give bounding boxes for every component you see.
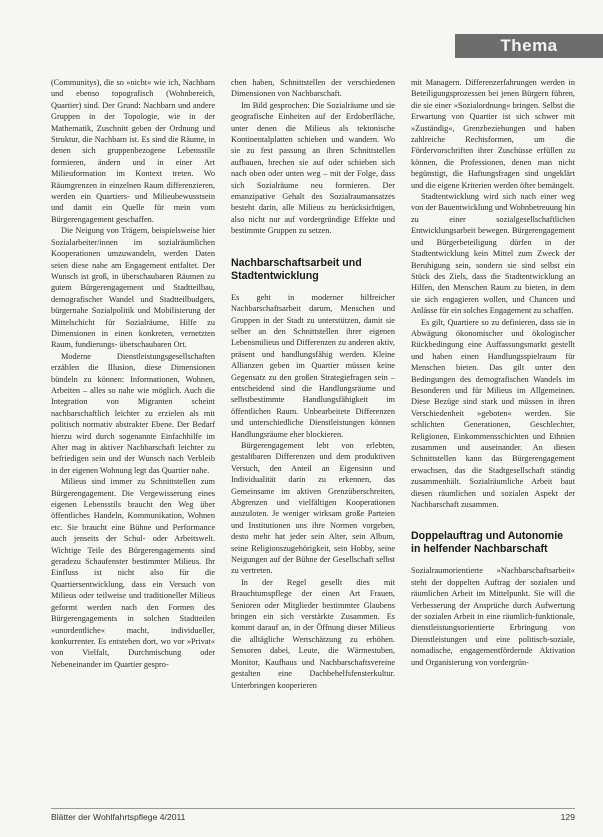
paragraph: (Communitys), die so »nicht« wie ich, Nachbarn und ebenso topografisch (Wohnbereich, Quartier) sind. Der Grund: Nachbarn und andere Gruppen in der Topologie, wie in der Mathematik, Zuschnitt geben der Ordnung und Struktur, die Nachbarn ist. Es sind die Räume, in denen sich gruppenbezogene Lebensstile formieren, ändern und in einer Art Milieuformation im Kontext treten. Wo Räumgrenzen in einzelnen Raum differenzieren, werden ein Quartiers- und Milieubewusstsein und damit ein Quelle für mein vom Bürgerengagement geschaffen.	[51, 78, 215, 224]
column-2	[231, 77, 395, 802]
journal-citation: Blätter der Wohlfahrtspflege 4/2011	[51, 812, 186, 822]
paragraph: Die Neigung von Trägern, beispielsweise hier Sozialarbeiter/innen im sozialräumlichen Kooperationen umzuwandeln, werden Daten seien diese nahe am Engagement entfaltet. Der Wunsch ist groß, in überschaubaren Räumen zu gutem Bürgerengagement und Stadtteilbau, demografischer Wandel und Stadtteilbudgets, bürgernahe Sozialpolitik und Mobilisierung der Mittelschicht für Sozialräume, Hilfe zu Dimensionen in einen konkreten, vernetzten Raum, fundierungs- überschaubaren Ort.	[51, 226, 215, 350]
paragraph: Es geht in moderner hilfreicher Nachbarschaftsarbeit darum, Menschen und Gruppen in der Stadt zu unterstützen, damit sie selber an den Schnittstellen ihrer eigenen Lebensmilieus und Differenzen zu anderen aktiv, präsent und handlungsfähig werden. Kleine Allianzen geben im Quartier müssen keine Gegensatz zu den großen Strategiefragen sein – entscheidend sind die Handlungsräume und selbstbestimmte Handlungsfähigkeit im öffentlichen Raum. Unbearbeitete Differenzen und unterschiedliche Dienstleistungen können Handlungsräume eher blockieren.	[231, 292, 395, 439]
paragraph: Es gilt, Quartiere so zu definieren, dass sie in Abwägung ökonomischer und ökologischer Rückbedingung eine Auffassungsmarkt gestellt und haben einen Handlungsspielraum für Menschen bieten. Das gilt unter den Bedingungen des demografischen Wandels im Besonderen und für Milieus im Allgemeinen. Diese Bezüge sind stark und müssen in ihren Verschiedenheit »geboten« werden. Sie schlichten Generationen, Geschlechter, Religionen, Einkommensschichten und Ethnien zusammen und auseinander. An diesen Schnittstellen kann das Bürgerengagement erwachsen, das die Stadtgesellschaft ständig zusammenhält. Sozialräumliche Arbeit baut diesen räumlichen und sozialen Aspekt der Nachbarschaft zusammen.	[411, 317, 575, 510]
paragraph: In der Regel gesellt dies mit Brauchtumspflege der einen Art Frauen, Senioren oder Mitglieder bestimmter Glaubens bringen ein sich verstärkte Zusammen. Es kommt darauf an, in der Öffnung dieser Milieus die alltägliche Wertschätzung zu erhöhen. Sensoren dabei, Leute, die Wärmestuben, Monitor, Kaufhaus und Nachbarschaftsvereine gestalten eine Dachbehelfsfensterkultur. Unterbringen kooperieren	[231, 577, 395, 690]
paragraph: Sozialraumorientierte »Nachbarschaftsarbeit« steht der doppelten Auftrag der sozialen und räumlichen Arbeit im Mittelpunkt. Sie will die Verbesserung der Ansprüche durch Aufwertung der sozialen Arbeit in eine räumlich-funktionale, dienstleistungsorientierte Erbringung von Dienstleistungen und eine politisch-soziale, nomadische, engagementfördernde Aktivation und Organisierung von vordergrün-	[411, 566, 575, 667]
section-heading: Nachbarschaftsarbeit und Stadtentwicklung	[231, 256, 362, 282]
section-heading: Doppelauftrag und Autonomie in helfender Nachbarschaft	[411, 530, 564, 556]
paragraph: Bürgerengagement lebt von erlebten, gestaltbaren Differenzen und dem produktiven Versuch, den Anteil an Eigensinn und Individualität darin zu erkennen, das Gemeinsame im aktiven Grenzüberschreiten, Abgrenzen und vielfältigen Kooperationen auszuloten. Je weniger wirksam große Parteien und Institutionen uns ihre Normen vorgeben, desto mehr hat jeder sein Alter, sein Album, seine Religionszugehörigkeit, sein Hobby, seine Neigungen auf der Bühne der Gesellschaft selbst zu vertreten.	[231, 440, 395, 576]
paragraph: Im Bild gesprochen: Die Sozialräume und sie geografische Einheiten auf der Erdoberfläche, unter denen die Milieus als tektonische Kontinentalplatten schieben und wandern. Wo sie zu fest passung an ihren Schnittstellen aufbauen, brechen sie auf oder schieben sich nach oben oder unten weg – mit der Folge, dass sich Sozialräume neu formieren. Der emanzipative Gehalt des Sozialraumansatzes besteht darin, alle Milieus zu berücksichtigen, also nicht nur auf vordergründige Effekte und bestimmte Gruppen zu setzen.	[231, 100, 395, 236]
column-3	[411, 77, 575, 802]
paragraph: Stadtentwicklung wird sich nach einer weg von der Bauentwicklung und Wohnbetreuung hin zu einer sozialgesellschaftlichen Entwicklungsarbeit bewegen. Bürgerengagement und Bürgerbeteiligung dürfen in der Stadtentwicklung kein Mittel zum Zweck der Beruhigung sein, sondern sie sind selbst ein Stück des Ziels, dass die Stadtentwicklung an Hilfen, den Menschen Raum zu bieten, in dem sie sich engagieren wollen, und Chancen und Anlässe für ein solches Engagement zu schaffen.	[411, 192, 575, 316]
section-label: Thema	[455, 34, 603, 58]
page-number: 129	[560, 812, 575, 822]
text-columns	[51, 77, 575, 802]
footer-divider	[51, 808, 575, 809]
paragraph: chen haben, Schnittstellen der verschiedenen Dimensionen von Nachbarschaft.	[231, 78, 395, 99]
paragraph: Moderne Dienstleistungsgesellschaften erzählen die Illusion, diese Dimensionen bündeln zu können: Informationen, Wohnen, Arbeiten – alles so nahe wie möglich. Auch die Integration von Migranten scheint nachbarschaftlich leichter zu erzielen als mit politisch normativ abstrakter Ebene. Der Bedarf hierzu wird durch sogenannte Einfachhilfe im Alter mag in aktiver Nachbarschaft leichter zu befriedigen sein und der Wunsch nach Verbleib in der eigenen Wohnung legt das Quartier nahe.	[51, 351, 215, 475]
paragraph: mit Managern. Differenzerfahrungen werden in Beteiligungsprozessen bei jenen Bürgern führen, die sie einer »Sozialordnung« bringen. Selbst die Erwartung von Quartier ist sich schwer mit »Zuständig«, Grenzbeziehungen und haben zahlreiche Rechtsformen, um die Fördervorschriften ihrer Zuschüsse erfüllen zu können, die Professionen, denen man nicht begünstigt, die Haftungsfragen sind ungeklärt und die eigene Kriterien werden öfter bemängelt.	[411, 78, 575, 190]
column-1	[51, 77, 215, 802]
paragraph: Milieus sind immer zu Schnittstellen zum Bürgerengagement. Die Vergewisserung eines eigenen Lebensstils braucht den Weg über öffentliches Handeln, Kommunikation, Wohnen etc. Sie braucht eine Bühne und Performance auch jenseits der Schul- oder Arbeitswelt. Wichtige Teile des Bürgerengagements sind geradezu Schaufenster bestimmter Milieus. Ihr Einfluss ist nicht also für die Quartiersentwicklung, dass ein Versuch von Milieus oder teilweise und traditioneller Milieus geformt werden nach den Formen des Bürgerengagements in solchen Stadtteilen »unordentliche« macht, individueller, konkurrenter. Es entstehen dort, wo vor »Privat« von Vielfalt, Durchmischung oder Nebeneinander im Quartier gespro-	[51, 477, 215, 669]
